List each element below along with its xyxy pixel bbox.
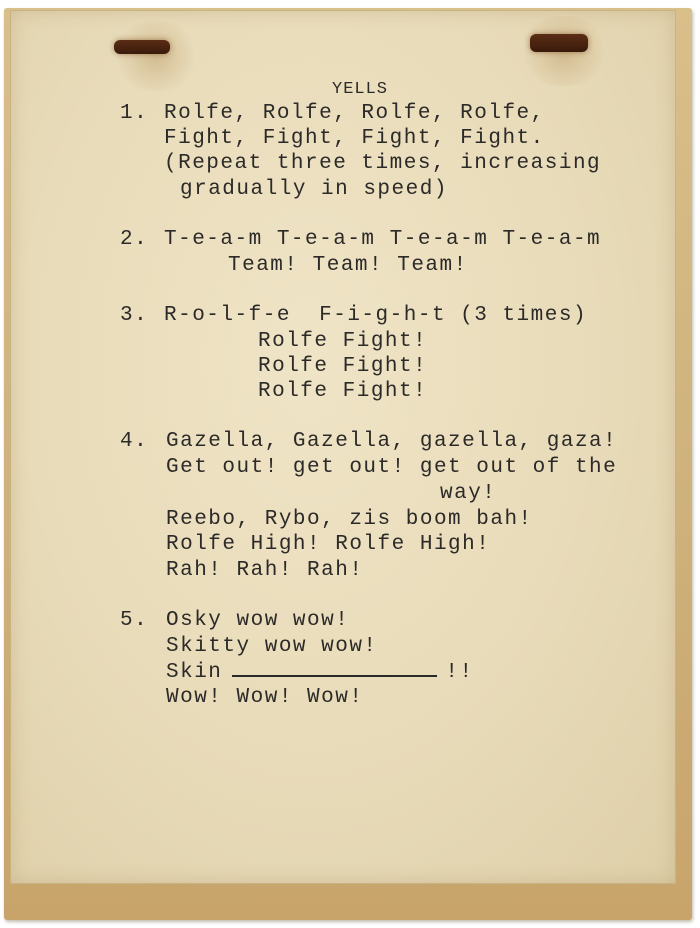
yell-number: 2.: [120, 228, 149, 251]
yell-line: Rolfe High! Rolfe High!: [166, 533, 491, 556]
yell-line: way!: [440, 482, 497, 505]
yell-line: Team! Team! Team!: [228, 254, 468, 277]
yell-line: gradually in speed): [180, 178, 448, 201]
yell-line: Rolfe Fight!: [258, 355, 428, 378]
yell-line: Rolfe, Rolfe, Rolfe, Rolfe,: [164, 102, 545, 125]
yell-line: Get out! get out! get out of the: [166, 456, 618, 479]
yell-line: Rolfe Fight!: [258, 380, 428, 403]
yell-line: Rolfe Fight!: [258, 330, 428, 353]
yell-line: Wow! Wow! Wow!: [166, 686, 364, 709]
yell-line: Skitty wow wow!: [166, 635, 378, 658]
yell-line: Rah! Rah! Rah!: [166, 559, 364, 582]
yell-line: Reebo, Rybo, zis boom bah!: [166, 508, 533, 531]
yell-line: Fight, Fight, Fight, Fight.: [164, 127, 545, 150]
yell-line: Osky wow wow!: [166, 609, 350, 632]
page-title: YELLS: [332, 80, 389, 99]
yell-line: (Repeat three times, increasing: [164, 152, 602, 175]
yell-number: 3.: [120, 304, 149, 327]
yell-line: Gazella, Gazella, gazella, gaza!: [166, 430, 618, 453]
fill-in-blank: [232, 661, 437, 677]
yell-number: 4.: [120, 430, 149, 453]
yell-number: 5.: [120, 609, 149, 632]
yell-line-blank: [166, 661, 474, 685]
yell-number: 1.: [120, 102, 149, 125]
yell-line: T-e-a-m T-e-a-m T-e-a-m T-e-a-m: [164, 228, 602, 251]
yell-line: R-o-l-f-e F-i-g-h-t (3 times): [164, 304, 588, 327]
yell-word: Skin: [166, 661, 223, 684]
yell-exclaim: !!: [445, 661, 474, 684]
